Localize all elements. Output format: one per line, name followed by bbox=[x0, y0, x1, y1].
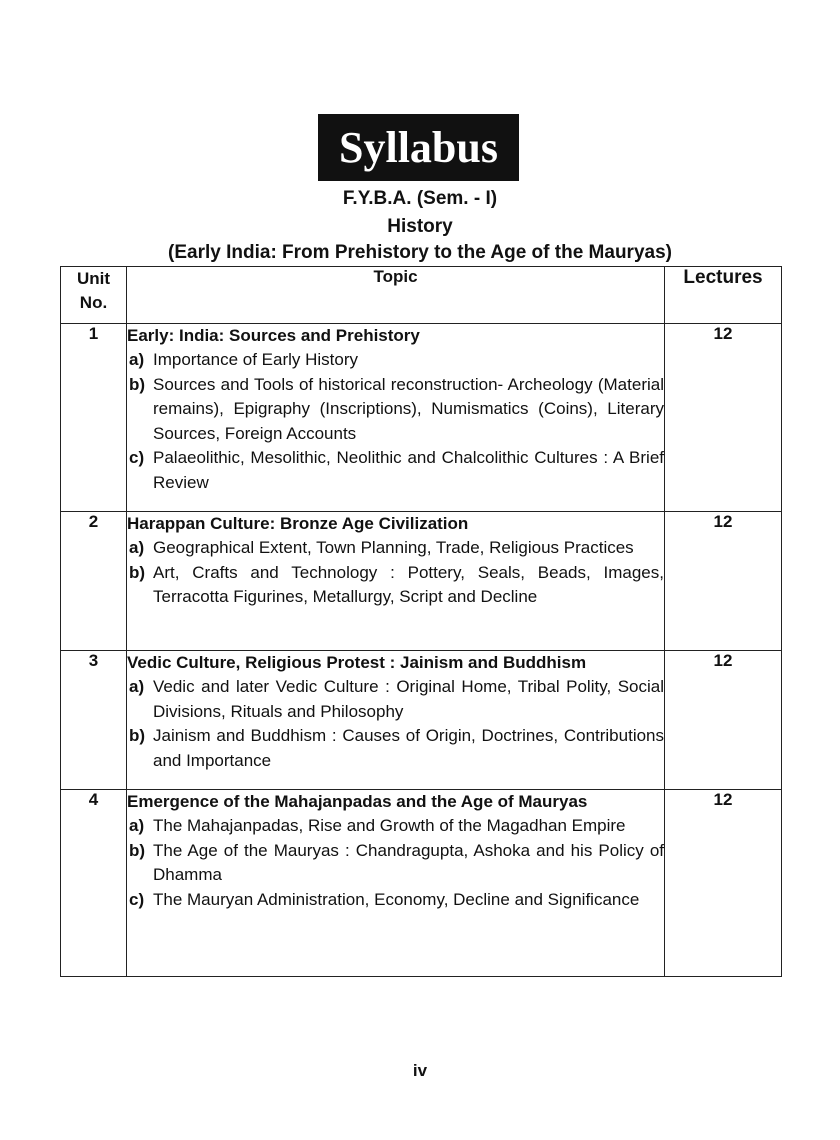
lecture-count: 12 bbox=[665, 651, 782, 790]
course-heading: F.Y.B.A. (Sem. - I) bbox=[342, 188, 498, 209]
topic-item bbox=[129, 814, 664, 839]
item-label: a) bbox=[129, 677, 145, 696]
subject-heading: History bbox=[387, 216, 453, 237]
paper-title-heading: (Early India: From Prehistory to the Age of the Mauryas) bbox=[168, 242, 672, 263]
item-text: Jainism and Buddhism : Causes of Origin, Doctrines, Contributions and Importance bbox=[153, 726, 664, 770]
item-text: Importance of Early History bbox=[153, 350, 359, 369]
topic-item bbox=[129, 348, 664, 373]
topic-item bbox=[129, 675, 664, 724]
unit-number: 3 bbox=[61, 651, 127, 790]
unit-title: Vedic Culture, Religious Protest : Jainism and Buddhism bbox=[127, 653, 587, 672]
table-row bbox=[61, 324, 782, 512]
syllabus-banner: Syllabus bbox=[318, 114, 519, 181]
unit-number: 1 bbox=[61, 324, 127, 512]
item-text: Geographical Extent, Town Planning, Trade, Religious Practices bbox=[153, 538, 634, 557]
unit-header-line2: No. bbox=[79, 293, 108, 312]
lectures-header: Lectures bbox=[665, 267, 782, 324]
unit-topic bbox=[127, 512, 665, 651]
item-label: b) bbox=[129, 562, 146, 582]
lecture-count: 12 bbox=[665, 512, 782, 651]
unit-title: Harappan Culture: Bronze Age Civilization bbox=[127, 514, 469, 533]
topic-item bbox=[129, 536, 664, 561]
topic-item bbox=[129, 373, 664, 447]
unit-number: 2 bbox=[61, 512, 127, 651]
unit-topic bbox=[127, 651, 665, 790]
table-row bbox=[61, 790, 782, 977]
item-label: b) bbox=[129, 726, 146, 745]
topic-item bbox=[129, 839, 664, 888]
topic-item bbox=[129, 888, 664, 913]
item-text: The Mahajanpadas, Rise and Growth of the Magadhan Empire bbox=[153, 816, 626, 835]
item-text: The Age of the Mauryas : Chandragupta, Ashoka and his Policy of Dhamma bbox=[153, 840, 664, 884]
table-row bbox=[61, 651, 782, 790]
item-label: a) bbox=[129, 816, 145, 835]
table-row bbox=[61, 512, 782, 651]
item-text: Sources and Tools of historical reconstruction- Archeology (Material remains), Epigraphy (Inscriptions), Numismatics (Coins), Literary Sources, Foreign Accounts bbox=[153, 374, 664, 443]
item-text: The Mauryan Administration, Economy, Decline and Significance bbox=[153, 889, 640, 909]
topic-item bbox=[129, 561, 664, 610]
unit-title: Emergence of the Mahajanpadas and the Age of Mauryas bbox=[127, 792, 588, 811]
item-label: c) bbox=[129, 448, 145, 467]
unit-number: 4 bbox=[61, 790, 127, 977]
unit-header-line1: Unit bbox=[76, 269, 111, 288]
item-label: a) bbox=[129, 538, 145, 557]
table-header-row bbox=[61, 267, 782, 324]
unit-topic bbox=[127, 324, 665, 512]
syllabus-table bbox=[60, 266, 782, 977]
topic-item bbox=[129, 446, 664, 495]
topic-item bbox=[129, 724, 664, 773]
item-text: Palaeolithic, Mesolithic, Neolithic and Chalcolithic Cultures : A Brief Review bbox=[153, 448, 664, 492]
topic-header: Topic bbox=[127, 267, 665, 324]
item-text: Vedic and later Vedic Culture : Original Home, Tribal Polity, Social Divisions, Rituals and Philosophy bbox=[153, 677, 664, 721]
item-label: a) bbox=[129, 350, 145, 369]
page-number: iv bbox=[412, 1061, 428, 1080]
item-text: Art, Crafts and Technology : Pottery, Seals, Beads, Images, Terracotta Figurines, Metallurgy, Script and Decline bbox=[153, 562, 664, 606]
unit-no-header bbox=[61, 267, 127, 324]
item-label: b) bbox=[129, 840, 146, 860]
item-label: c) bbox=[129, 889, 145, 909]
lecture-count: 12 bbox=[665, 790, 782, 977]
unit-topic bbox=[127, 790, 665, 977]
unit-title: Early: India: Sources and Prehistory bbox=[127, 326, 420, 345]
lecture-count: 12 bbox=[665, 324, 782, 512]
item-label: b) bbox=[129, 374, 146, 394]
